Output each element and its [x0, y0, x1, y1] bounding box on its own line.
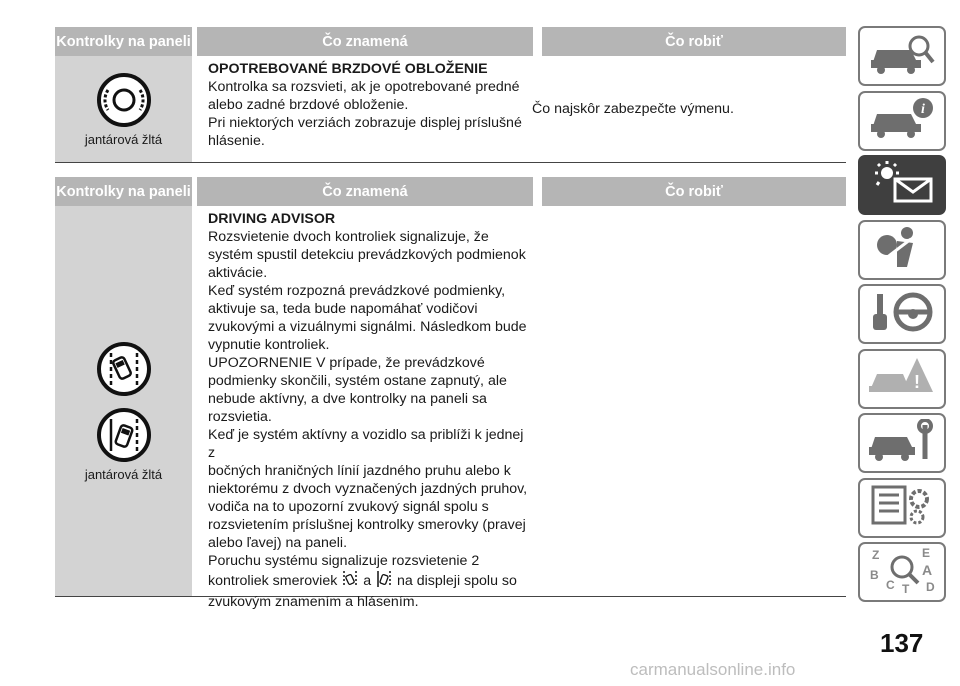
meaning-line: UPOZORNENIE V prípade, že prevádzkové [208, 355, 485, 371]
header-col-indicator: Kontrolky na paneli [55, 177, 192, 206]
meaning-line: alebo ľavej) na paneli. [208, 535, 348, 551]
brake-pad-wear-icon [96, 72, 152, 128]
index-letter: C [886, 577, 895, 592]
chapter-tabs [858, 26, 948, 607]
meaning-line: Kontrolka sa rozsvieti, ak je opotrebované predné [208, 79, 520, 95]
inline-text: kontroliek smeroviek [208, 573, 338, 589]
airbag-person-icon [867, 225, 937, 274]
warning-table-2 [55, 177, 846, 610]
meaning-line: aktivácie. [208, 265, 268, 281]
index-letter: E [922, 545, 931, 560]
inline-text: a [363, 573, 372, 589]
index-letter: D [926, 579, 935, 594]
meaning-line: podmienky skončili, systém ostane zapnutý, ale [208, 373, 507, 389]
meaning-line: Rozsvietenie dvoch kontroliek signalizuje, že [208, 229, 489, 245]
meaning-line: zvukovými a vizuálnymi signálmi. Následkom bude [208, 319, 527, 335]
meaning-line: rozsvietia. [208, 409, 272, 425]
tab-index[interactable] [858, 542, 946, 602]
meaning-line: Keď systém rozpozná prevádzkové podmienky, [208, 283, 506, 299]
inline-text: na displeji spolu so [397, 573, 517, 589]
lane-departure-inline-icon [341, 570, 359, 593]
warning-light-message-icon [867, 161, 937, 210]
tab-car-search[interactable] [858, 26, 946, 86]
lane-departure-inline-icon [375, 570, 393, 593]
table-header [55, 177, 846, 206]
svg-text:!: ! [914, 372, 920, 392]
header-col-meaning: Čo znamená [197, 27, 533, 56]
meaning-line: bočných hraničných línií jazdného pruhu alebo k [208, 463, 511, 479]
meaning-line: Poruchu systému signalizuje rozsvietenie 2 [208, 553, 480, 569]
key-steering-wheel-icon [867, 290, 937, 339]
tab-car-info[interactable] [858, 91, 946, 151]
index-letter: B [870, 567, 879, 582]
meaning-line: vypnutie kontroliek. [208, 337, 330, 353]
meaning-line: rozsvietením príslušnej kontrolky smerovky (pravej [208, 517, 526, 533]
car-wrench-icon [867, 419, 937, 468]
tab-warning-lights[interactable] [858, 155, 946, 215]
warning-title: OPOTREBOVANÉ BRZDOVÉ OBLOŽENIE [208, 61, 488, 77]
meaning-line: systém spustil detekciu prevádzkových podmienok [208, 247, 526, 263]
alphabet-index-icon [866, 545, 938, 600]
tab-safety[interactable] [858, 220, 946, 280]
car-search-icon [867, 32, 937, 81]
meaning-line: vodiča na to upozorní zvukový signál spolu s [208, 499, 489, 515]
meaning-line: zvukovým znamením a hlásením. [208, 594, 419, 610]
car-accident-icon [867, 354, 937, 403]
action-cell [528, 56, 846, 162]
meaning-cell [192, 22, 528, 162]
index-letter: Z [872, 547, 880, 562]
meaning-line: alebo zadné brzdové obloženie. [208, 97, 409, 113]
tab-emergency[interactable] [858, 349, 946, 409]
tab-starting-driving[interactable] [858, 284, 946, 344]
car-info-icon [867, 96, 937, 145]
meaning-line: niektorému z dvoch vyznačených jazdných pruhov, [208, 481, 528, 497]
meaning-line [208, 570, 528, 593]
meaning-cell [192, 206, 528, 610]
warning-title: DRIVING ADVISOR [208, 211, 336, 227]
index-letter: A [922, 561, 933, 578]
indicator-color-caption: jantárová žltá [84, 466, 163, 482]
checklist-gears-icon [867, 483, 937, 532]
action-text: Čo najskôr zabezpečte výmenu. [532, 101, 734, 117]
table-row [55, 56, 846, 163]
header-col-indicator: Kontrolky na paneli [55, 27, 192, 56]
watermark: carmanualsonline.info [630, 660, 796, 679]
indicator-cell [55, 206, 192, 596]
meaning-line: Pri niektorých verziách zobrazuje displej príslušné [208, 115, 522, 131]
tab-maintenance[interactable] [858, 413, 946, 473]
action-cell [528, 206, 846, 596]
index-letter: T [902, 581, 910, 595]
meaning-line: nebude aktívny, a dve kontrolky na paneli sa [208, 391, 487, 407]
lane-departure-warning-icon [96, 407, 152, 463]
header-col-meaning: Čo znamená [197, 177, 533, 206]
header-col-action: Čo robiť [542, 27, 846, 56]
table-row [55, 206, 846, 610]
page-number: 137 [880, 628, 924, 658]
indicator-color-caption: jantárová žltá [84, 131, 163, 147]
meaning-line: aktivuje sa, teda bude napomáhať vodičovi [208, 301, 478, 317]
indicator-cell [55, 56, 192, 162]
header-col-action: Čo robiť [542, 177, 846, 206]
meaning-line: hlásenie. [208, 133, 265, 149]
warning-table-1 [55, 27, 846, 163]
tab-technical-data[interactable] [858, 478, 946, 538]
lane-departure-active-icon [96, 341, 152, 397]
meaning-line: Keď je systém aktívny a vozidlo sa priblíži k jednej z [208, 427, 524, 461]
svg-text:i: i [921, 102, 925, 117]
